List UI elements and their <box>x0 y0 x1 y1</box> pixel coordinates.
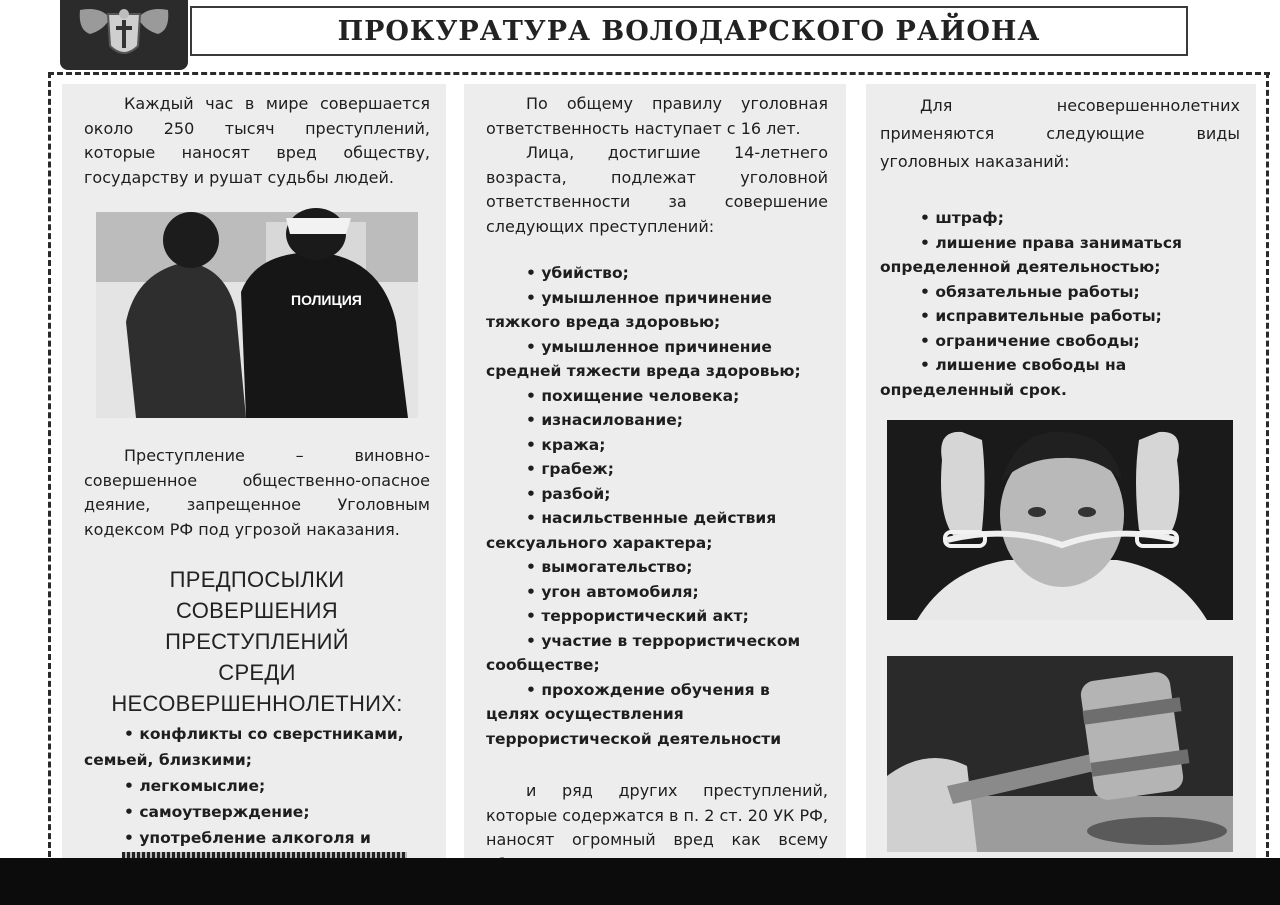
list-item: • ограничение свободы; <box>880 329 1240 354</box>
column-middle <box>464 84 846 860</box>
police-label: ПОЛИЦИЯ <box>291 292 362 308</box>
list-item: • убийство; <box>486 261 828 286</box>
list-item: • насильственные действия сексуального характера; <box>486 506 828 555</box>
crimes-list <box>486 261 828 751</box>
outro-paragraph: и ряд других преступлений, которые содержатся в п. 2 ст. 20 УК РФ, наносят огромный вред как всему <box>486 781 828 849</box>
column-left <box>62 84 446 860</box>
causes-heading-line-1: ПРЕДПОСЫЛКИ <box>169 567 345 592</box>
page-title: ПРОКУРАТУРА ВОЛОДАРСКОГО РАЙОНА <box>337 15 1041 47</box>
list-item: • изнасилование; <box>486 408 828 433</box>
list-item: • террористический акт; <box>486 604 828 629</box>
list-item: • умышленное причинение тяжкого вреда здоровью; <box>486 286 828 335</box>
list-item: • лишение права заниматься определенной деятельностью; <box>880 231 1240 280</box>
page-title-box <box>190 6 1188 56</box>
list-item: • угон автомобиля; <box>486 580 828 605</box>
list-item: • прохождение обучения в целях осуществления террористической деятельности <box>486 678 828 752</box>
list-item: • употребление алкоголя и <box>84 825 430 877</box>
handcuffed-boy-photo <box>887 420 1233 620</box>
list-item: • штраф; <box>880 206 1240 231</box>
dashed-border-left <box>48 72 51 857</box>
list-item: • разбой; <box>486 482 828 507</box>
list-item: • конфликты со сверстниками, семьей, близкими; <box>84 721 430 773</box>
causes-heading-line-2: СОВЕРШЕНИЯ ПРЕСТУПЛЕНИЙ <box>165 598 349 654</box>
list-item: • похищение человека; <box>486 384 828 409</box>
definition-paragraph: Преступление – виновно-совершенное общественно-опасное деяние, запрещенное Уголовным кодексом РФ под угрозой наказания. <box>84 446 430 539</box>
gavel-photo <box>887 656 1233 852</box>
column-right <box>866 84 1256 860</box>
list-item: • исправительные работы; <box>880 304 1240 329</box>
arrest-photo <box>96 212 418 418</box>
punishments-intro: Для несовершеннолетних применяются следующие виды уголовных наказаний: <box>880 96 1240 171</box>
list-item: • лишение свободы на определенный срок. <box>880 353 1240 402</box>
list-item: • легкомыслие; <box>84 773 430 799</box>
list-item: • вымогательство; <box>486 555 828 580</box>
causes-heading <box>84 564 430 719</box>
age-rule-paragraph: По общему правилу уголовная ответственность наступает с 16 лет. <box>486 94 828 138</box>
list-item: • умышленное причинение средней тяжести вреда здоровью; <box>486 335 828 384</box>
list-item: • обязательные работы; <box>880 280 1240 305</box>
causes-heading-line-3: СРЕДИ НЕСОВЕРШЕННОЛЕТНИХ: <box>111 660 403 716</box>
prosecutor-emblem-icon <box>60 0 188 70</box>
age-14-paragraph: Лица, достигшие 14-летнего возраста, подлежат уголовной ответственности за совершение следующих преступлений: <box>486 143 828 236</box>
dashed-border-top <box>48 72 1270 75</box>
list-item: • участие в террористическом сообществе; <box>486 629 828 678</box>
intro-paragraph: Каждый час в мире совершается около 250 тысяч преступлений, которые наносят вред обществу, государству и рушат судьбы людей. <box>84 94 430 187</box>
scan-bottom-edge <box>0 858 1280 905</box>
list-item: • самоутверждение; <box>84 799 430 825</box>
list-item: • кража; <box>486 433 828 458</box>
dashed-border-right <box>1266 72 1269 857</box>
punishments-list <box>880 206 1240 402</box>
list-item: • грабеж; <box>486 457 828 482</box>
